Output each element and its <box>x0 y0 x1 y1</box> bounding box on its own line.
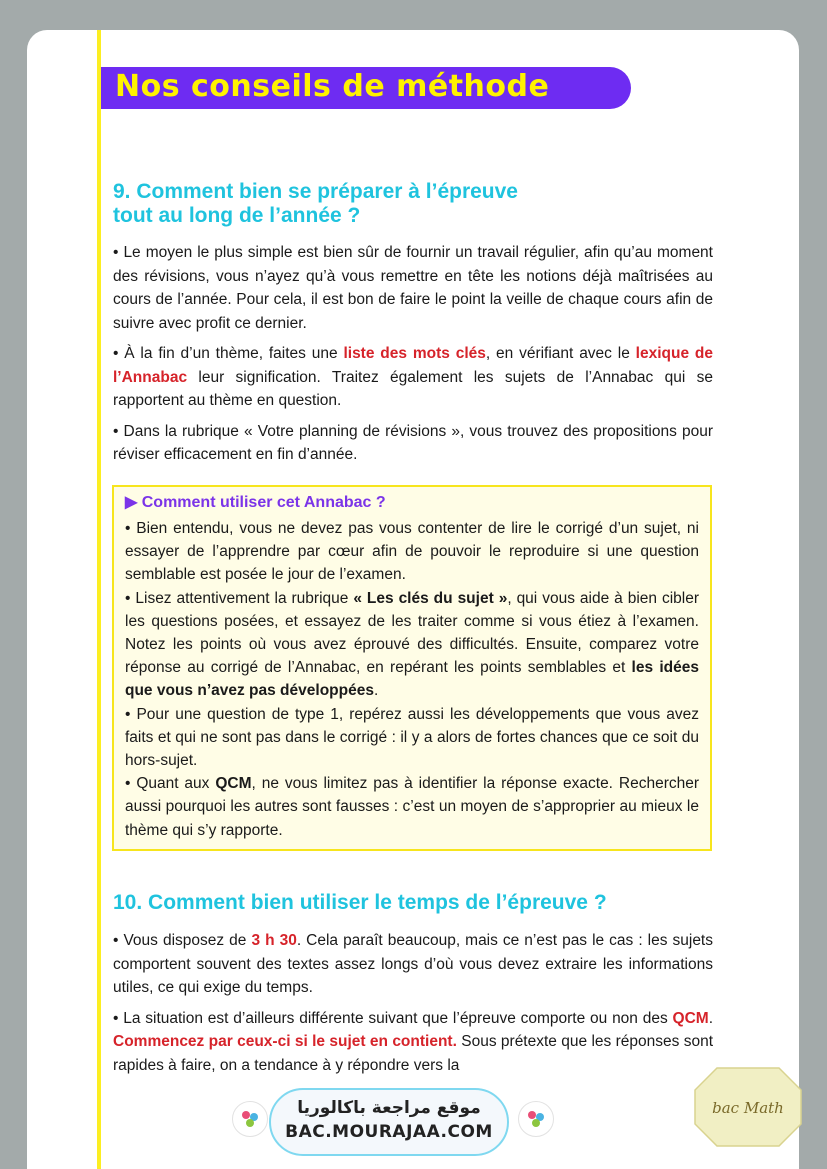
tip-paragraph-1: • Bien entendu, vous ne devez pas vous contenter de lire le corrigé d’un sujet, ni essayer de l’apprendre par cœur afin de pouvoir le reproduire si une question semblable est posée le jour de l’examen. <box>125 520 699 584</box>
tip-paragraph-4: • Quant aux QCM, ne vous limitez pas à identifier la réponse exacte. Rechercher aussi pourquoi les autres sont fausses : c’est un moyen de s’approprier au mieux le thème qui s’y rapporte. <box>125 775 700 839</box>
bac-math-logo-text: bac Math <box>712 1099 784 1117</box>
section-10-paragraph-1: • Vous disposez de 3 h 30. Cela paraît beaucoup, mais ce n’est pas le cas : les sujets comportent souvent des textes assez longs d’où vous devez extraire les informations utiles, ce qui exige du temps. <box>113 932 713 996</box>
section-9-paragraph-3: • Dans la rubrique « Votre planning de révisions », vous trouvez des propositions pour réviser efficacement en fin d’année. <box>113 422 713 463</box>
section-10 <box>113 891 713 915</box>
section-9 <box>113 180 713 228</box>
bac-math-logo <box>693 1066 803 1148</box>
tip-box <box>112 485 712 851</box>
page-title: Nos conseils de méthode <box>115 69 550 104</box>
section-9-paragraph-2: • À la fin d’un thème, faites une liste des mots clés, en vérifiant avec le lexique de l’Annabac leur signification. Traitez également les sujets de l’Annabac qui se rapportent au thème en question. <box>113 345 713 409</box>
title-banner <box>101 67 631 109</box>
footer-url[interactable]: BAC.MOURAJAA.COM <box>285 1122 493 1142</box>
footer-arabic-title: موقع مراجعة باكالوريا <box>297 1098 481 1118</box>
tip-paragraph-3: • Pour une question de type 1, repérez aussi les développements que vous avez faits et qui ne sont pas dans le corrigé : il y a alors de fortes chances que ce soit du hors-sujet. <box>125 705 699 770</box>
section-9-title: 9. Comment bien se préparer à l’épreuve tout au long de l’année ? <box>113 180 518 227</box>
site-logo-right-icon <box>518 1101 554 1137</box>
footer-site-link[interactable] <box>269 1088 509 1156</box>
section-10-paragraph-2: • La situation est d’ailleurs différente suivant que l’épreuve comporte ou non des QCM. Commencez par ceux-ci si le sujet en contient. Sous prétexte que les réponses sont rapides à faire, on a tendance à y répondre vers la <box>113 1009 713 1074</box>
section-10-body <box>113 929 713 1084</box>
section-9-body <box>113 241 713 474</box>
section-10-title: 10. Comment bien utiliser le temps de l’épreuve ? <box>113 891 607 914</box>
section-9-paragraph-1: • Le moyen le plus simple est bien sûr de fournir un travail régulier, afin qu’au moment des révisions, vous n’ayez qu’à vous remettre en tête les notions déjà maîtrisées au cours de l’année. Pour cela, il est bon de faire le point la veille de chaque cours afin de suivre avec profit ce dernier. <box>113 244 713 332</box>
yellow-margin-line <box>97 30 101 1169</box>
tip-title: ▶ Comment utiliser cet Annabac ? <box>125 494 386 511</box>
site-logo-left-icon <box>232 1101 268 1137</box>
tip-paragraph-2: • Lisez attentivement la rubrique « Les clés du sujet », qui vous aide à bien cibler les questions posées, et essayez de les traiter comme si vous étiez à l’examen. Notez les points où vous avez éprouvé des difficultés. Ensuite, comparez votre réponse au corrigé de l’Annabac, en repérant les points semblables et les idées que vous n’avez pas développées. <box>125 589 699 700</box>
page <box>27 30 799 1169</box>
